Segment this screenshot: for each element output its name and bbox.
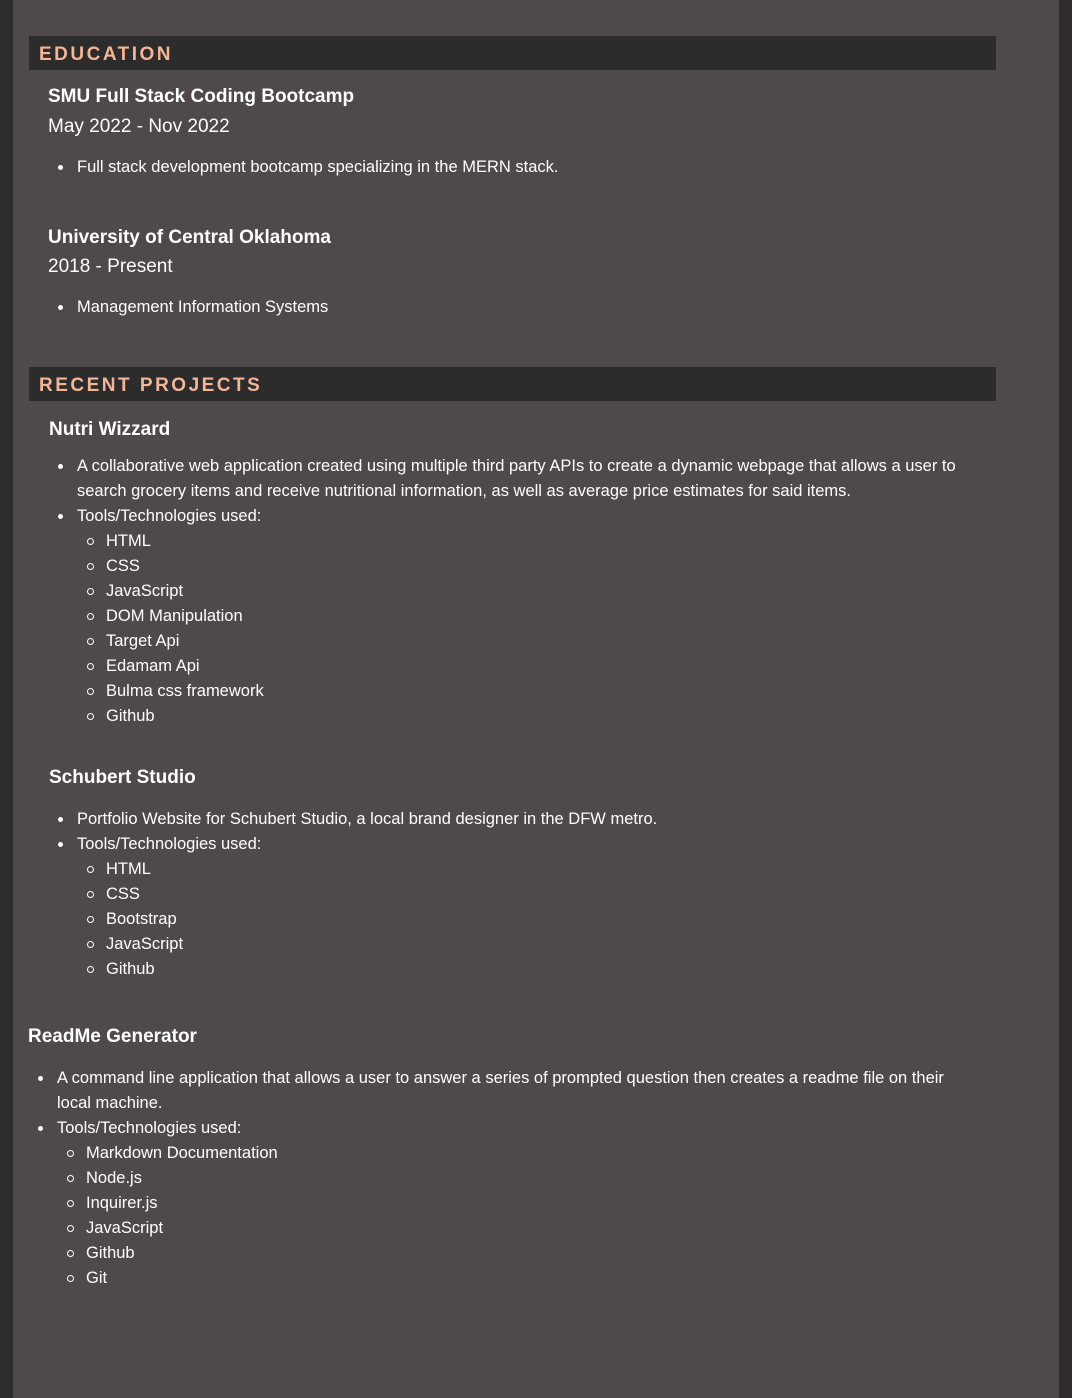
tools-item	[48, 832, 963, 982]
project-details	[48, 454, 963, 729]
tool-item: Edamam Api	[77, 654, 963, 679]
education-bullets	[48, 295, 988, 320]
tool-item: Inquirer.js	[57, 1191, 953, 1216]
tools-item	[48, 504, 963, 729]
project-description: Portfolio Website for Schubert Studio, a local brand designer in the DFW metro.	[48, 807, 963, 832]
tool-item: JavaScript	[77, 579, 963, 604]
tools-label: Tools/Technologies used:	[77, 835, 262, 853]
list-item: Full stack development bootcamp specializing in the MERN stack.	[48, 155, 988, 180]
tool-item: Markdown Documentation	[57, 1141, 953, 1166]
tool-item: JavaScript	[57, 1216, 953, 1241]
tool-item: Github	[77, 957, 963, 982]
project-title: Schubert Studio	[49, 767, 196, 788]
project-details	[28, 1066, 953, 1291]
project-description: A command line application that allows a user to answer a series of prompted question then creates a readme file on their local machine.	[28, 1066, 953, 1116]
tool-item: Github	[77, 704, 963, 729]
tools-item	[28, 1116, 953, 1291]
tool-item: HTML	[77, 529, 963, 554]
education-bullets	[48, 155, 988, 180]
education-title: SMU Full Stack Coding Bootcamp	[48, 86, 355, 107]
tool-item: DOM Manipulation	[77, 604, 963, 629]
project-title: Nutri Wizzard	[49, 419, 171, 440]
project-description: A collaborative web application created using multiple third party APIs to create a dynamic webpage that allows a user to search grocery items and receive nutritional information, as well as average price estimates for said items.	[48, 454, 963, 504]
education-dates: May 2022 - Nov 2022	[48, 116, 230, 137]
tool-item: Git	[57, 1266, 953, 1291]
tools-list	[77, 529, 963, 729]
tool-item: HTML	[77, 857, 963, 882]
tool-item: Node.js	[57, 1166, 953, 1191]
tools-label: Tools/Technologies used:	[57, 1119, 242, 1137]
tools-list	[77, 857, 963, 982]
tool-item: CSS	[77, 882, 963, 907]
education-title: University of Central Oklahoma	[48, 227, 331, 248]
tool-item: Target Api	[77, 629, 963, 654]
project-title: ReadMe Generator	[28, 1026, 197, 1047]
tool-item: Bulma css framework	[77, 679, 963, 704]
education-heading: EDUCATION	[29, 36, 996, 70]
resume-page	[13, 0, 1059, 1398]
tool-item: Github	[57, 1241, 953, 1266]
tools-list	[57, 1141, 953, 1291]
project-details	[48, 807, 963, 982]
education-dates: 2018 - Present	[48, 256, 173, 277]
tool-item: JavaScript	[77, 932, 963, 957]
tool-item: Bootstrap	[77, 907, 963, 932]
projects-heading: RECENT PROJECTS	[29, 367, 996, 401]
list-item: Management Information Systems	[48, 295, 988, 320]
tools-label: Tools/Technologies used:	[77, 507, 262, 525]
tool-item: CSS	[77, 554, 963, 579]
